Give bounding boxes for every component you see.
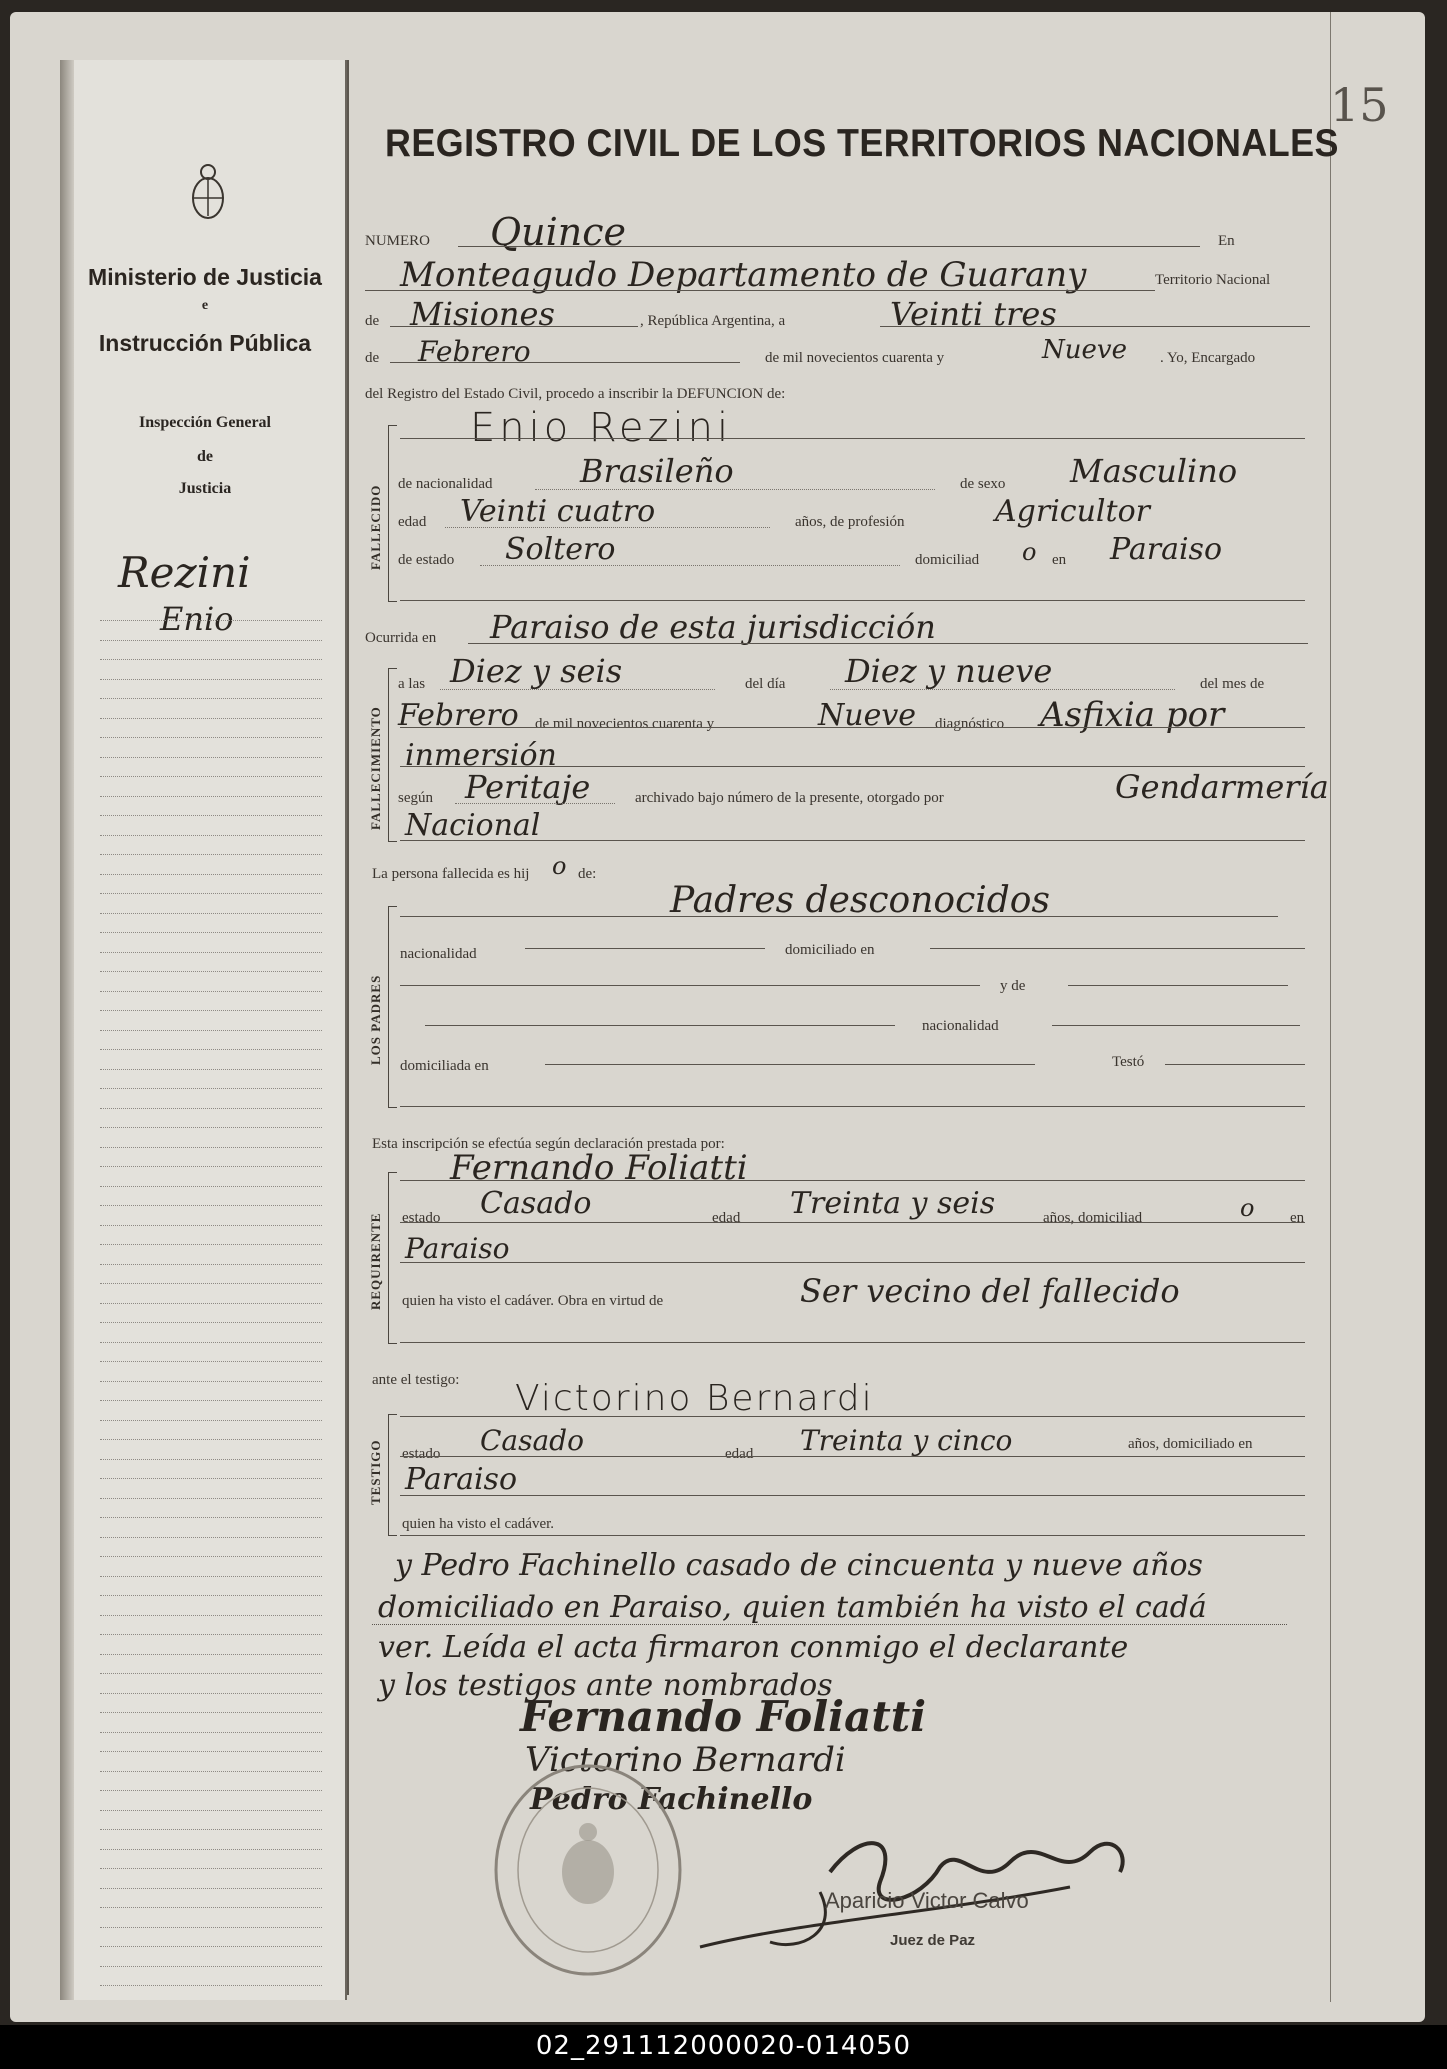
margin-ruled-line <box>100 1225 322 1226</box>
margin-ruled-line <box>100 1439 322 1440</box>
label-archivado: archivado bajo número de la presente, otorgado por <box>635 790 944 806</box>
margin-ruled-line <box>100 1147 322 1148</box>
margin-ruled-line <box>100 1771 322 1772</box>
label-de-1: de <box>365 313 380 329</box>
margin-ruled-line <box>100 1790 322 1791</box>
field-declarante-domicilio: Paraiso <box>405 1232 510 1265</box>
label-edad: edad <box>398 514 427 530</box>
margin-ruled-line <box>100 1985 322 1986</box>
label-territorio: Territorio Nacional <box>1155 272 1271 288</box>
label-domiciliada-en: domiciliada en <box>400 1058 489 1074</box>
margin-ruled-line <box>100 1654 322 1655</box>
field-testigo: Victorino Bernardi <box>515 1378 874 1419</box>
field-suffix-o-1: o <box>1022 538 1037 566</box>
field-profesion: Agricultor <box>995 494 1150 529</box>
note-line-1: y Pedro Fachinello casado de cincuenta y nueve años <box>395 1548 1203 1583</box>
label-yo: . Yo, Encargado <box>1160 350 1256 366</box>
margin-ruled-line <box>100 1400 322 1401</box>
field-segun: Peritaje <box>465 768 591 806</box>
inspection-de: de <box>197 448 213 465</box>
field-otorgado-1: Gendarmería <box>1115 768 1329 806</box>
field-testigo-estado: Casado <box>480 1424 584 1457</box>
field-anio: Nueve <box>1042 335 1127 365</box>
margin-ruled-line <box>100 1010 322 1011</box>
margin-ruled-line <box>100 1127 322 1128</box>
margin-ruled-line <box>100 815 322 816</box>
label-de-estado: de estado <box>398 552 455 568</box>
note-line-2: domiciliado en Paraiso, quien también ha visto el cadá <box>378 1590 1207 1625</box>
label-a-las: a las <box>398 676 426 692</box>
page-number: 15 <box>1330 78 1389 132</box>
margin-given-name: Enio <box>160 600 234 638</box>
field-testigo-domicilio: Paraiso <box>405 1462 518 1497</box>
field-declarante-edad: Treinta y seis <box>790 1186 996 1221</box>
section-testigo: TESTIGO <box>368 1439 383 1505</box>
section-los-padres: LOS PADRES <box>368 974 383 1065</box>
section-fallecido: FALLECIDO <box>368 484 383 570</box>
margin-ruled-line <box>100 1303 322 1304</box>
margin-ruled-line <box>100 1205 322 1206</box>
label-de-2: de <box>365 350 380 366</box>
margin-ruled-line <box>100 1361 322 1362</box>
margin-ruled-line <box>100 854 322 855</box>
section-fallecimiento: FALLECIMIENTO <box>368 706 383 830</box>
margin-ruled-line <box>100 1342 322 1343</box>
signature-testigo: Victorino Bernardi <box>525 1740 846 1780</box>
margin-ruled-line <box>100 1166 322 1167</box>
label-domiciliado-en: domiciliado en <box>785 942 875 958</box>
margin-ruled-line <box>100 1030 322 1031</box>
official-title: Juez de Paz <box>890 1932 976 1949</box>
field-estado: Soltero <box>505 532 616 567</box>
ministry-e: e <box>201 298 209 313</box>
field-virtud: Ser vecino del fallecido <box>800 1272 1180 1310</box>
field-sexo: Masculino <box>1070 452 1238 490</box>
margin-ruled-line <box>100 1498 322 1499</box>
margin-ruled-line <box>100 659 322 660</box>
margin-ruled-line <box>100 1888 322 1889</box>
margin-ruled-line <box>100 1322 322 1323</box>
ministry-line2: Instrucción Pública <box>98 330 312 356</box>
label-segun: según <box>398 790 433 806</box>
label-en: En <box>1218 233 1235 249</box>
official-stamp <box>488 1760 688 1980</box>
margin-ruled-line <box>100 1576 322 1577</box>
margin-ruled-line <box>100 1283 322 1284</box>
field-dia: Veinti tres <box>890 295 1057 333</box>
field-otorgado-2: Nacional <box>405 808 541 843</box>
field-anio-muerte: Nueve <box>818 698 917 733</box>
label-en-1: en <box>1052 552 1067 568</box>
margin-ruled-line <box>100 698 322 699</box>
label-de-sexo: de sexo <box>960 476 1006 492</box>
margin-ruled-line <box>100 835 322 836</box>
margin-ruled-line <box>100 1049 322 1050</box>
margin-ruled-line <box>100 1420 322 1421</box>
field-en-lugar: Monteagudo Departamento de Guarany <box>400 255 1087 295</box>
margin-ruled-line <box>100 718 322 719</box>
margin-ruled-line <box>100 1829 322 1830</box>
inspection-line2: Justicia <box>178 480 232 497</box>
margin-ruled-line <box>100 1693 322 1694</box>
label-testo: Testó <box>1112 1054 1145 1070</box>
field-ocurrida: Paraiso de esta jurisdicción <box>490 608 936 646</box>
margin-ruled-line <box>100 640 322 641</box>
label-anos-domiciliad: años, domiciliad <box>1043 1210 1143 1226</box>
margin-ruled-line <box>100 1069 322 1070</box>
label-del-mes-de: del mes de <box>1200 676 1265 692</box>
margin-ruled-line <box>100 757 322 758</box>
label-estado-3: estado <box>402 1446 441 1462</box>
label-mil-diag: de mil novecientos cuarenta y <box>535 716 715 732</box>
margin-ruled-line <box>100 1907 322 1908</box>
field-mes-muerte: Febrero <box>398 698 519 733</box>
fallecido-bracket <box>388 425 397 602</box>
margin-ruled-line <box>100 1712 322 1713</box>
margin-ruled-line <box>100 913 322 914</box>
label-y-de: y de <box>1000 978 1026 994</box>
label-anos-domiciliado-en: años, domiciliado en <box>1128 1436 1253 1452</box>
field-nacionalidad: Brasileño <box>580 452 734 490</box>
label-en-2: en <box>1290 1210 1305 1226</box>
margin-ruled-line <box>100 874 322 875</box>
margin-ruled-line <box>100 971 322 972</box>
label-nacionalidad-2: nacionalidad <box>922 1018 999 1034</box>
section-requirente: REQUIRENTE <box>368 1212 383 1310</box>
inspection-line1: Inspección General <box>139 414 271 431</box>
field-padres: Padres desconocidos <box>670 880 1050 921</box>
margin-ruled-line <box>100 1849 322 1850</box>
margin-ruled-line <box>100 620 322 621</box>
label-domiciliad: domiciliad <box>915 552 980 568</box>
requirente-bracket <box>388 1172 397 1344</box>
margin-ruled-line <box>100 1868 322 1869</box>
margin-ruled-line <box>100 1537 322 1538</box>
margin-ruled-line <box>100 1927 322 1928</box>
margin-ruled-line <box>100 991 322 992</box>
margin-ruled-line <box>100 1459 322 1460</box>
margin-ruled-line <box>100 796 322 797</box>
label-diagnostico: diagnóstico <box>935 716 1005 732</box>
label-quien-visto-2: quien ha visto el cadáver. <box>402 1516 555 1532</box>
label-ocurrida-en: Ocurrida en <box>365 630 437 646</box>
margin-ruled-line <box>100 1517 322 1518</box>
label-numero: NUMERO <box>365 233 431 249</box>
field-edad: Veinti cuatro <box>460 494 656 529</box>
label-republica: , República Argentina, a <box>640 313 786 329</box>
margin-ruled-line <box>100 952 322 953</box>
margin-surname: Rezini <box>118 548 251 597</box>
margin-ruled-line <box>100 1244 322 1245</box>
margin-ruled-line <box>100 1966 322 1967</box>
field-hora: Diez y seis <box>450 652 623 690</box>
ministry-line1: Ministerio de Justicia <box>88 264 322 290</box>
margin-ruled-line <box>100 737 322 738</box>
label-persona-hij: La persona fallecida es hij <box>372 866 530 882</box>
official-name: Aparicio Victor Calvo <box>825 1888 1029 1913</box>
footer-bar <box>0 2025 1447 2069</box>
field-domicilio: Paraiso <box>1110 532 1223 567</box>
field-declarante-estado: Casado <box>480 1186 592 1221</box>
margin-ruled-line <box>100 1946 322 1947</box>
field-mes: Febrero <box>418 335 531 368</box>
page-edge-line <box>1330 12 1331 2002</box>
label-de-mil: de mil novecientos cuarenta y <box>765 350 945 366</box>
field-numero: Quince <box>490 210 627 254</box>
note-line-3: ver. Leída el acta firmaron conmigo el declarante <box>378 1630 1129 1665</box>
field-diagnostico-2: inmersión <box>405 738 557 773</box>
margin-ruled-line <box>100 1810 322 1811</box>
margin-ruled-line <box>100 679 322 680</box>
margin-ruled-line <box>100 1615 322 1616</box>
margin-ruled-line <box>100 1673 322 1674</box>
signature-testigo-2: Pedro Fachinello <box>530 1782 813 1817</box>
label-edad-2: edad <box>712 1210 741 1226</box>
coat-of-arms-icon <box>186 158 230 228</box>
label-ante-testigo: ante el testigo: <box>372 1372 460 1388</box>
field-testigo-edad: Treinta y cinco <box>800 1424 1013 1457</box>
label-anos-profesion: años, de profesión <box>795 514 905 530</box>
label-edad-3: edad <box>725 1446 754 1462</box>
fallecimiento-bracket <box>388 668 397 842</box>
field-suffix-o-2: o <box>552 852 567 880</box>
margin-ruled-line <box>100 1595 322 1596</box>
margin-ruled-line <box>100 893 322 894</box>
label-persona-de: de: <box>578 866 597 882</box>
label-estado-2: estado <box>402 1210 441 1226</box>
margin-ruled-line <box>100 1732 322 1733</box>
margin-ruled-line <box>100 1186 322 1187</box>
margin-ruled-line <box>100 1381 322 1382</box>
label-del-registro: del Registro del Estado Civil, procedo a inscribir la DEFUNCION de: <box>365 386 786 402</box>
label-nacionalidad: nacionalidad <box>400 946 477 962</box>
field-diagnostico-1: Asfixia por <box>1040 695 1225 735</box>
label-de-nacionalidad: de nacionalidad <box>398 476 493 492</box>
label-quien-ha-visto: quien ha visto el cadáver. Obra en virtud de <box>402 1293 664 1309</box>
field-territorio: Misiones <box>410 295 555 333</box>
margin-ruled-line <box>100 1264 322 1265</box>
margin-ruled-line <box>100 1088 322 1089</box>
testigo-bracket <box>388 1414 397 1536</box>
page-title: REGISTRO CIVIL DE LOS TERRITORIOS NACIONALES <box>385 122 1339 165</box>
margin-ruled-line <box>100 1478 322 1479</box>
field-dia-muerte: Diez y nueve <box>845 652 1053 690</box>
margin-ruled-line <box>100 1751 322 1752</box>
footer-id: 02_291112000020-014050 <box>535 2031 912 2061</box>
margin-ruled-line <box>100 776 322 777</box>
field-declarante: Fernando Foliatti <box>450 1148 748 1188</box>
margin-ruled-line <box>100 1108 322 1109</box>
note-line-4: y los testigos ante nombrados <box>378 1668 833 1703</box>
field-suffix-o-3: o <box>1240 1194 1255 1222</box>
field-deceased-name: Enio Rezini <box>470 405 733 451</box>
margin-ruled-line <box>100 932 322 933</box>
margin-ruled-line <box>100 1556 322 1557</box>
margin-ruled-line <box>100 1634 322 1635</box>
label-inscripcion: Esta inscripción se efectúa según declaración prestada por: <box>372 1136 725 1152</box>
padres-bracket <box>388 906 397 1108</box>
signature-declarante: Fernando Foliatti <box>520 1692 927 1741</box>
label-del-dia: del día <box>745 676 786 692</box>
